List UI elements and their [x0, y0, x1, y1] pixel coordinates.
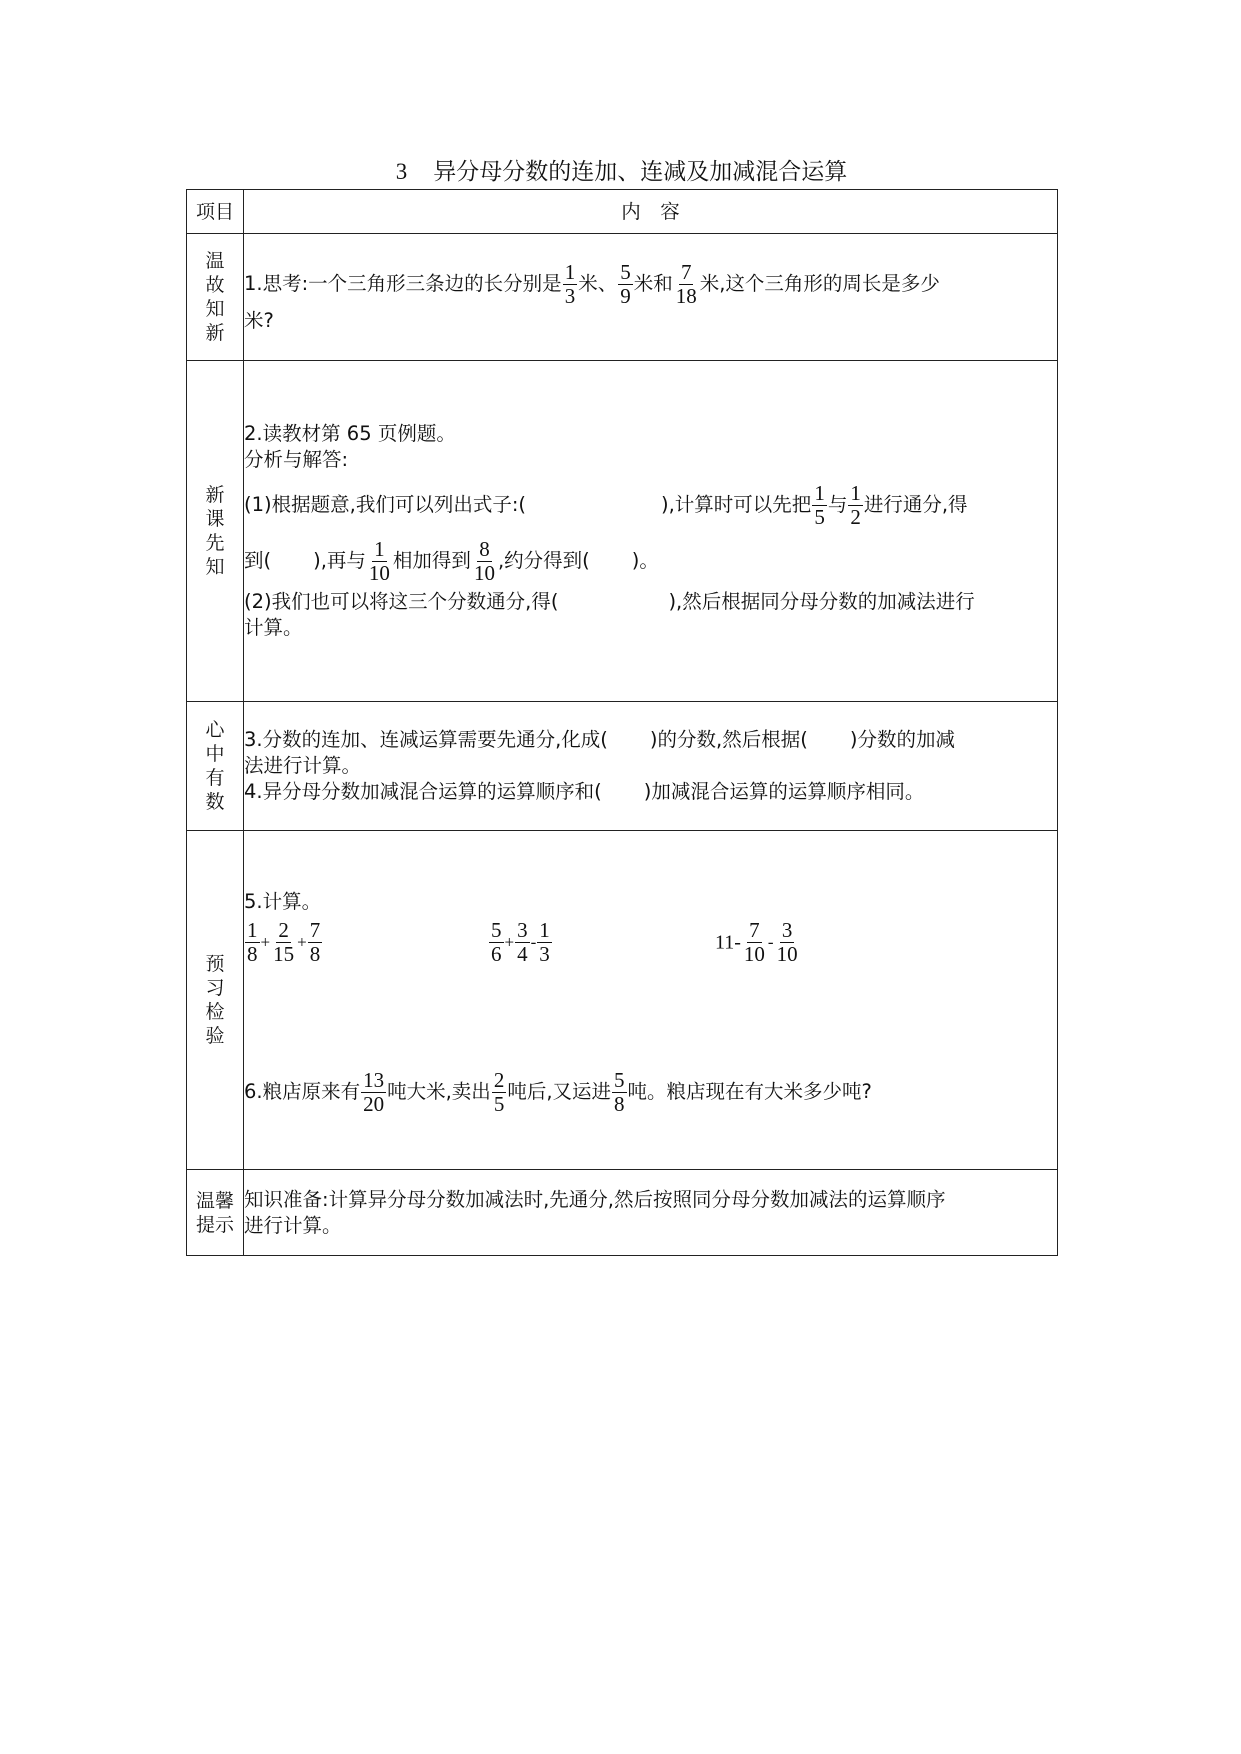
calc-expression-2: $\frac{5}{6}$ + $\frac{3}{4}$ - $\frac{1}{3}$: [491, 918, 550, 966]
question-1: 1.思考:一个三角形三条边的长分别是 $\frac{1}{3}$ 米、 $\frac{5}{9}$ 米和 $\frac{7}{18}$ 米,这个三角形的周长是多少 米?: [244, 234, 1058, 361]
header-row: [187, 190, 1058, 234]
question-2: [244, 361, 1058, 702]
page-title: [186, 154, 1057, 190]
q2-subtitle: 分析与解答:: [244, 448, 349, 471]
section-tip: [187, 1170, 1058, 1256]
q3-line2: 法进行计算。: [244, 754, 362, 777]
section-label-tip: 温馨 提示: [187, 1170, 244, 1256]
section-review: [187, 234, 1058, 361]
q2-part1-line1: (1)根据题意,我们可以列出式子:( ),计算时可以先把 $\frac{1}{5}$ 与 $\frac{1}{2}$ 进行通分,得: [244, 481, 968, 529]
fraction: $\frac{5}{9}$: [620, 259, 631, 308]
section-mind: [187, 702, 1058, 831]
section-label-new: 新 课 先 知: [187, 361, 244, 702]
q2-part2-line2: 计算。: [244, 616, 303, 639]
calc-expression-3: 11- $\frac{7}{10}$ - $\frac{3}{10}$: [715, 918, 798, 966]
questions-5-6: [244, 831, 1058, 1170]
section-label-review: 温 故 知 新: [187, 234, 244, 361]
lesson-number: 3: [395, 159, 408, 184]
q5-title: 5.计算。: [244, 890, 322, 913]
q2-title: 2.读教材第 65 页例题。: [244, 422, 456, 445]
q2-part1-line2: 到( ),再与 $\frac{1}{10}$ 相加得到 $\frac{8}{10}$ ,约分得到( )。: [244, 537, 659, 585]
tip-text: 知识准备:计算异分母分数加减法时,先通分,然后按照同分母分数加减法的运算顺序 进行计算。: [244, 1170, 1058, 1256]
lesson-table: [186, 189, 1058, 1256]
lesson-title: 异分母分数的连加、连减及加减混合运算: [433, 159, 848, 185]
fraction: $\frac{7}{18}$: [675, 259, 697, 308]
q4-line: 4.异分母分数加减混合运算的运算顺序和( )加减混合运算的运算顺序相同。: [244, 780, 925, 803]
calc-expression-1: $\frac{1}{8}$ + $\frac{2}{15}$ + $\frac{7}{8}$: [247, 918, 321, 966]
q2-part2-line1: (2)我们也可以将这三个分数通分,得( ),然后根据同分母分数的加减法进行: [244, 590, 975, 613]
header-content: 内 容: [244, 190, 1058, 234]
header-item: 项目: [187, 190, 244, 234]
section-new: [187, 361, 1058, 702]
fraction: $\frac{1}{3}$: [564, 259, 576, 308]
q6-line: 6.粮店原来有 $\frac{13}{20}$ 吨大米,卖出 $\frac{2}{5}$ 吨后,又运进 $\frac{5}{8}$ 吨。粮店现在有大米多少吨?: [244, 1068, 872, 1116]
q3-line1: 3.分数的连加、连减运算需要先通分,化成( )的分数,然后根据( )分数的加减: [244, 728, 955, 751]
section-practice: [187, 831, 1058, 1170]
questions-3-4: [244, 702, 1058, 831]
section-label-mind: 心 中 有 数: [187, 702, 244, 831]
section-label-practice: 预 习 检 验: [187, 831, 244, 1170]
